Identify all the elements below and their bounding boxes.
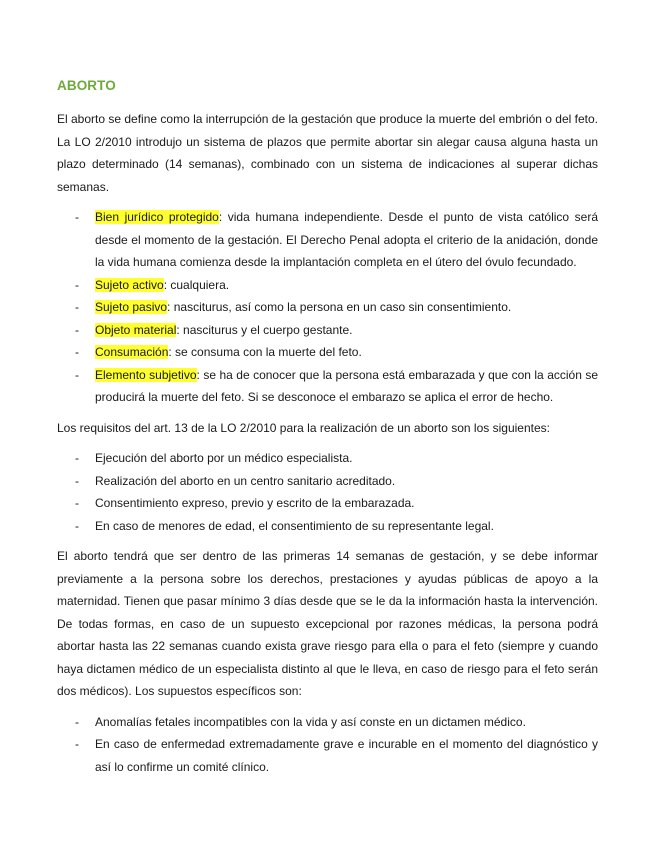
requisitos-intro: Los requisitos del art. 13 de la LO 2/2010 para la realización de un aborto son los siguientes: [57, 420, 550, 435]
list-item [57, 364, 598, 409]
list-item [57, 515, 598, 538]
bullet-dash: - [75, 451, 79, 465]
bullet-dash: - [75, 518, 79, 533]
item-text: En caso de enfermedad extremadamente grave e incurable en el momento del diagnóstico y así lo confirme un comité clínico. [95, 737, 598, 774]
bullet-dash: - [75, 714, 79, 729]
highlighted-term: Elemento subjetivo [95, 367, 197, 382]
bullet-dash: - [75, 277, 79, 292]
list-item [57, 319, 598, 342]
item-text: Anomalías fetales incompatibles con la vida y así conste en un dictamen médico. [95, 714, 526, 729]
list-item [57, 341, 598, 364]
item-text: Consentimiento expreso, previo y escrito de la embarazada. [95, 496, 415, 510]
list-item [57, 470, 598, 493]
elements-list [57, 206, 598, 409]
bullet-dash: - [75, 737, 79, 751]
item-text: : vida humana independiente. Desde el punto de vista católico será desde el momento de la gestación. El Derecho Penal adopta el criterio de la anidación, donde la vida humana comienza desde la implantación completa en el útero del óvulo fecundado. [95, 210, 598, 269]
list-item [57, 447, 598, 470]
list-item [57, 492, 598, 515]
bullet-dash: - [75, 367, 79, 382]
highlighted-term: Bien jurídico protegido [95, 210, 219, 224]
highlighted-term: Consumación [95, 345, 169, 359]
item-text: Ejecución del aborto por un médico especialista. [95, 451, 353, 465]
item-text: : nasciturus, así como la persona en un caso sin consentimiento. [167, 300, 512, 314]
item-text: Realización del aborto en un centro sanitario acreditado. [95, 473, 396, 488]
section-heading: ABORTO [57, 78, 116, 93]
bullet-dash: - [75, 496, 79, 510]
plazos-paragraph: El aborto tendrá que ser dentro de las primeras 14 semanas de gestación, y se debe informar previamente a la persona sobre los derechos, prestaciones y ayudas públicas de apoyo a la maternidad. Tienen que pasar mínimo 3 días desde que se le da la información hasta la intervención. De todas formas, en caso de un supuesto excepcional por razones médicas, la persona podrá abortar hasta las 22 semanas cuando exista grave riesgo para ella o para el feto (siempre y cuando haya dictamen médico de un especialista distinto al que le lleva, en caso de riesgo para el feto serán dos médicos). Los supuestos específicos son: [57, 549, 598, 698]
item-text: : nasciturus y el cuerpo gestante. [176, 322, 353, 337]
highlighted-term: Sujeto activo [95, 277, 164, 292]
item-text: : se ha de conocer que la persona está embarazada y que con la acción se producirá la muerte del feto. Si se desconoce el embarazo se aplica el error de hecho. [95, 367, 599, 404]
bullet-dash: - [75, 322, 79, 337]
intro-paragraph: El aborto se define como la interrupción de la gestación que produce la muerte del embrión o del feto. La LO 2/2010 introdujo un sistema de plazos que permite abortar sin alegar causa alguna hasta un plazo determinado (14 semanas), combinado con un sistema de indicaciones al superar dichas semanas. [57, 112, 598, 194]
item-text: : se consuma con la muerte del feto. [168, 345, 362, 359]
item-text: En caso de menores de edad, el consentimiento de su representante legal. [95, 518, 494, 533]
bullet-dash: - [75, 345, 79, 359]
list-item [57, 206, 598, 274]
list-item [57, 733, 598, 778]
highlighted-term: Sujeto pasivo [95, 300, 168, 314]
supuestos-list [57, 711, 598, 779]
highlighted-term: Objeto material [95, 322, 177, 337]
list-item [57, 274, 598, 297]
bullet-dash: - [75, 473, 79, 488]
bullet-dash: - [75, 300, 79, 314]
list-item [57, 711, 598, 734]
bullet-dash: - [75, 210, 79, 224]
requisitos-list [57, 447, 598, 537]
list-item [57, 296, 598, 319]
item-text: : cualquiera. [163, 277, 230, 292]
